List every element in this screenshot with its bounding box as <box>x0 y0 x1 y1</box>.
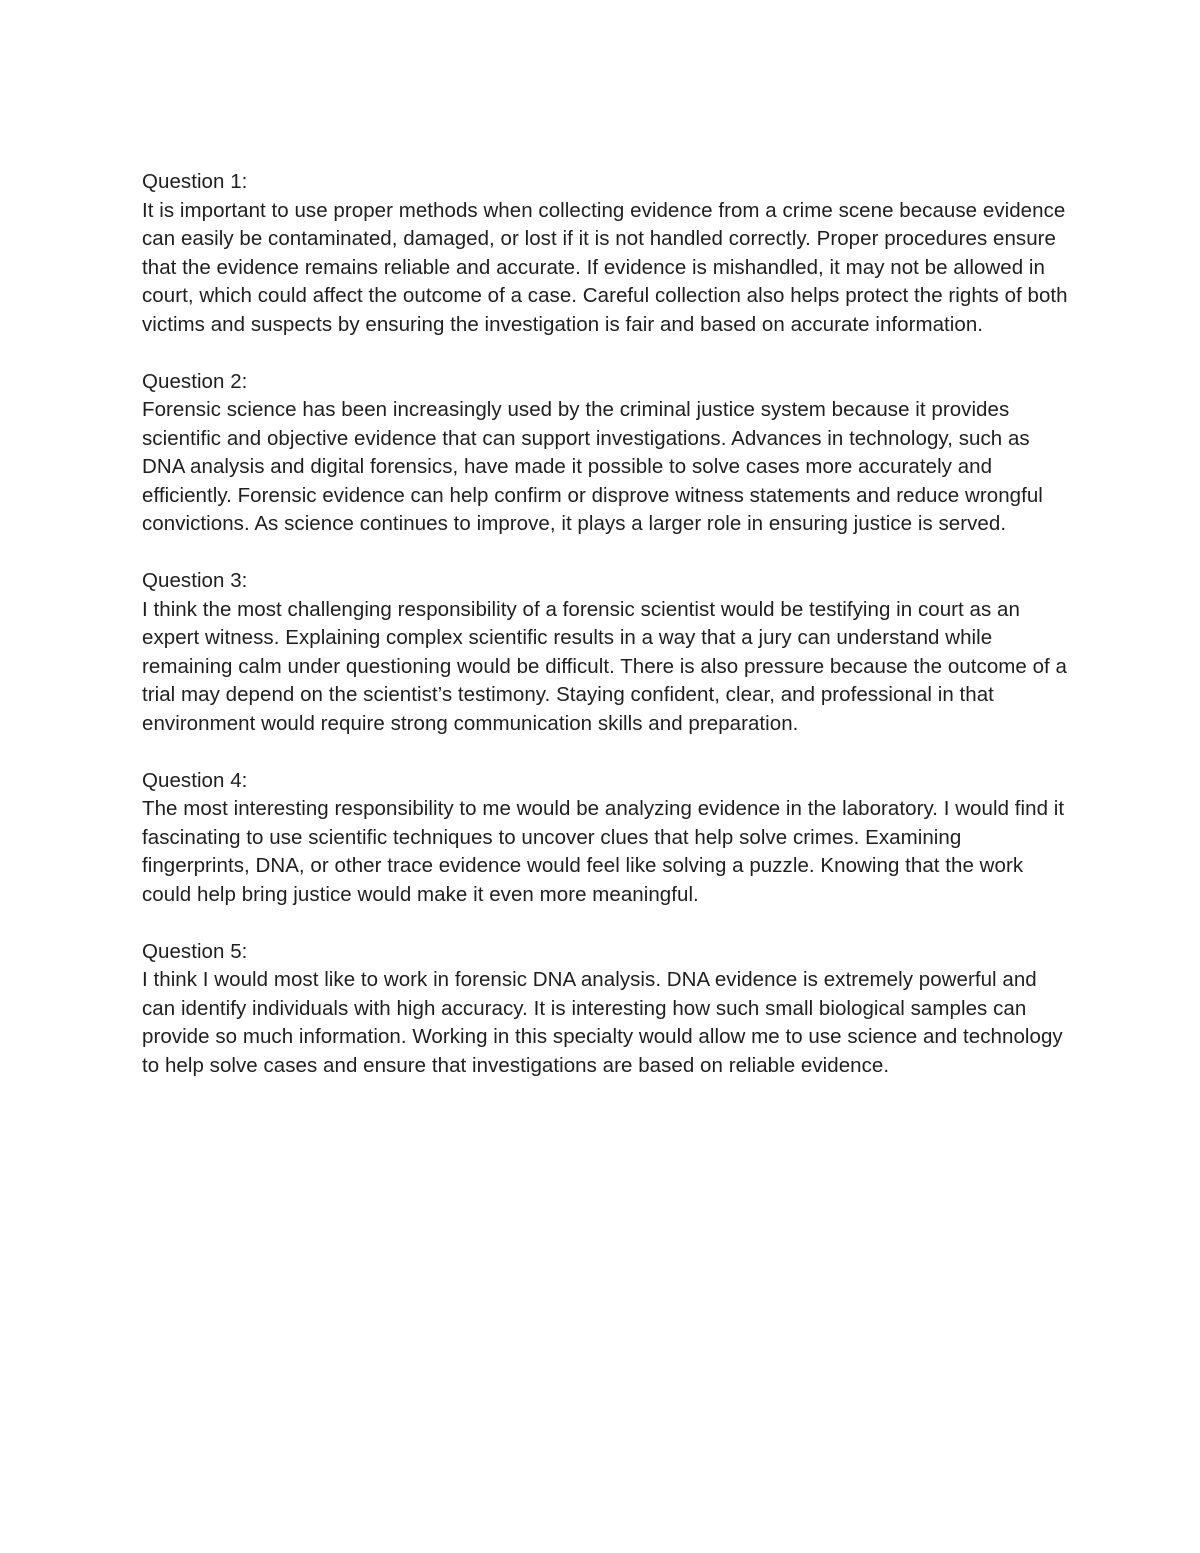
question-heading: Question 2: <box>142 369 248 393</box>
document-content <box>142 168 1072 1109</box>
question-section-3 <box>142 567 1072 738</box>
question-section-1 <box>142 168 1072 339</box>
question-section-4 <box>142 767 1072 910</box>
answer-text: I think the most challenging responsibility of a forensic scientist would be testifying in court as an expert witness. Explaining complex scientific results in a way that a jury can understand while remaining calm under questioning would be difficult. There is also pressure because the outcome of a trial may depend on the scientist’s testimony. Staying confident, clear, and professional in that environment would require strong communication skills and preparation. <box>142 597 1067 735</box>
question-heading: Question 3: <box>142 569 248 592</box>
answer-text: It is important to use proper methods when collecting evidence from a crime scene because evidence can easily be contaminated, damaged, or lost if it is not handled correctly. Proper procedures ensure that the evidence remains reliable and accurate. If evidence is mishandled, it may not be allowed in court, which could affect the outcome of a case. Careful collection also helps protect the rights of both victims and suspects by ensuring the investigation is fair and based on accurate information. <box>142 198 1068 336</box>
question-section-2 <box>142 368 1072 539</box>
answer-text: I think I would most like to work in forensic DNA analysis. DNA evidence is extremely powerful and can identify individuals with high accuracy. It is interesting how such small biological samples can provide so much information. Working in this specialty would allow me to use science and technology to help solve cases and ensure that investigations are based on reliable evidence. <box>142 968 1063 1077</box>
question-section-5 <box>142 938 1072 1081</box>
answer-text: Forensic science has been increasingly used by the criminal justice system because it provides scientific and objective evidence that can support investigations. Advances in technology, such as DNA analysis and digital forensics, have made it possible to solve cases more accurately and efficiently. Forensic evidence can help confirm or disprove witness statements and reduce wrongful convictions. As science continues to improve, it plays a larger role in ensuring justice is served. <box>142 398 1043 535</box>
question-heading: Question 4: <box>142 768 248 792</box>
question-heading: Question 1: <box>142 170 248 193</box>
question-heading: Question 5: <box>142 939 248 963</box>
answer-text: The most interesting responsibility to me would be analyzing evidence in the laboratory. I would find it fascinating to use scientific techniques to uncover clues that help solve crimes. Examining fingerprints, DNA, or other trace evidence would feel like solving a puzzle. Knowing that the work could help bring justice would make it even more meaningful. <box>142 797 1065 906</box>
